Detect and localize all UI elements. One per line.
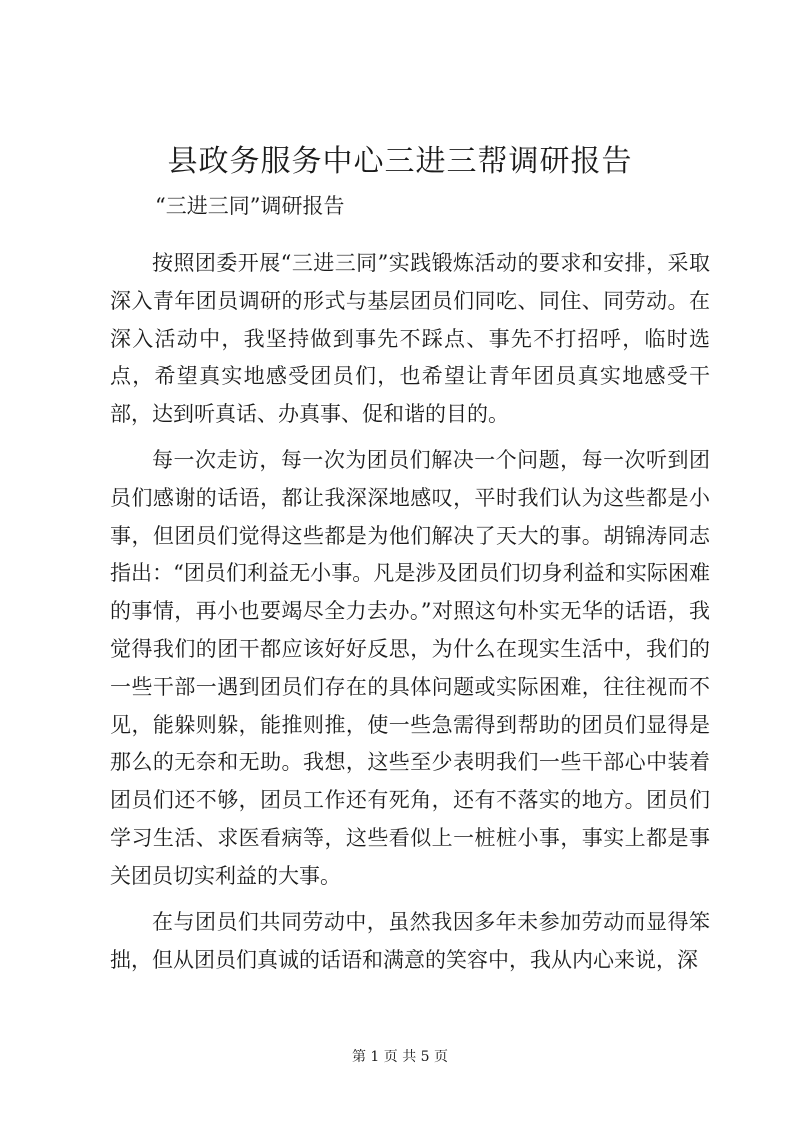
document-subtitle: “三进三同”调研报告 bbox=[155, 194, 345, 218]
paragraph-3: 在与团员们共同劳动中，虽然我因多年未参加劳动而显得笨拙，但从团员们真诚的话语和满意的笑容中，我从内心来说，深 bbox=[110, 910, 710, 972]
document-title: 县政务服务中心三进三帮调研报告 bbox=[167, 144, 633, 179]
paragraph-2: 每一次走访，每一次为团员们解决一个问题，每一次听到团员们感谢的话语，都让我深深地感叹，平时我们认为这些都是小事，但团员们觉得这些都是为他们解决了天大的事。胡锦涛同志指出：“团员们利益无小事。凡是涉及团员们切身利益和实际困难的事情，再小也要竭尽全力去办。”对照这句朴实无华的话语，我觉得我们的团干都应该好好反思，为什么在现实生活中，我们的一些干部一遇到团员们存在的具体问题或实际困难，往往视而不见，能躲则躲，能推则推，使一些急需得到帮助的团员们显得是那么的无奈和无助。我想，这些至少表明我们一些干部心中装着团员们还不够，团员工作还有死角，还有不落实的地方。团员们学习生活、求医看病等，这些看似上一桩桩小事，事实上都是事关团员切实利益的大事。 bbox=[110, 448, 710, 888]
paragraph-1: 按照团委开展“三进三同”实践锻炼活动的要求和安排，采取深入青年团员调研的形式与基层团员们同吃、同住、同劳动。在深入活动中，我坚持做到事先不踩点、事先不打招呼，临时选点，希望真实地感受团员们，也希望让青年团员真实地感受干部，达到听真话、办真事、促和谐的目的。 bbox=[110, 251, 710, 427]
page-footer: 第 1 页 共 5 页 bbox=[351, 1049, 449, 1065]
